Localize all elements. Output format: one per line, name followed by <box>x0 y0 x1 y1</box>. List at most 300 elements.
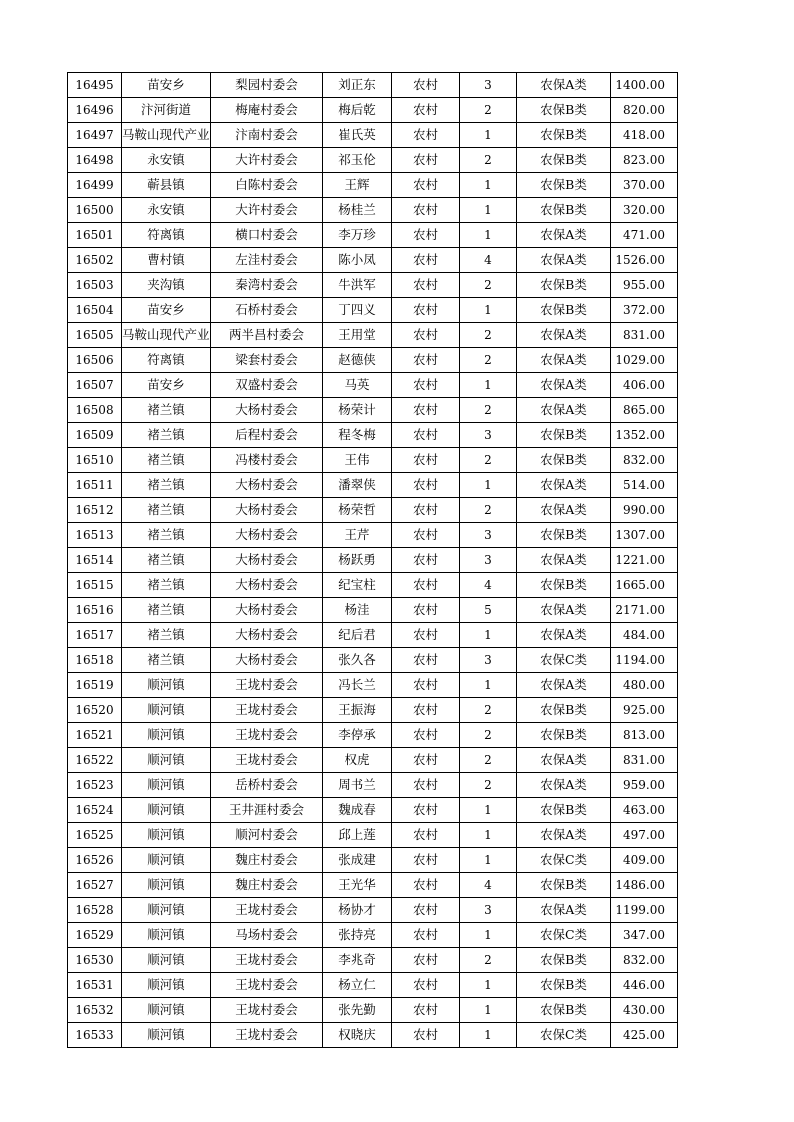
village-committee-cell: 大杨村委会 <box>211 523 323 548</box>
household-size-cell: 1 <box>460 298 517 323</box>
township-cell: 顺河镇 <box>122 848 211 873</box>
household-size-cell: 1 <box>460 998 517 1023</box>
insurance-category-cell: 农保A类 <box>517 598 611 623</box>
person-name-cell: 纪后君 <box>323 623 392 648</box>
record-id-cell: 16499 <box>68 173 122 198</box>
insurance-category-cell: 农保A类 <box>517 673 611 698</box>
household-type-cell: 农村 <box>392 523 460 548</box>
insurance-category-cell: 农保A类 <box>517 348 611 373</box>
insurance-category-cell: 农保C类 <box>517 648 611 673</box>
household-size-cell: 4 <box>460 248 517 273</box>
record-id-cell: 16512 <box>68 498 122 523</box>
record-id-cell: 16508 <box>68 398 122 423</box>
village-committee-cell: 梨园村委会 <box>211 73 323 98</box>
township-cell: 苗安乡 <box>122 373 211 398</box>
household-size-cell: 2 <box>460 323 517 348</box>
village-committee-cell: 横口村委会 <box>211 223 323 248</box>
insurance-category-cell: 农保B类 <box>517 973 611 998</box>
household-size-cell: 3 <box>460 648 517 673</box>
person-name-cell: 纪宝柱 <box>323 573 392 598</box>
amount-cell: 955.00 <box>611 273 678 298</box>
amount-cell: 347.00 <box>611 923 678 948</box>
household-size-cell: 2 <box>460 723 517 748</box>
household-size-cell: 2 <box>460 498 517 523</box>
township-cell: 马鞍山现代产业 <box>122 123 211 148</box>
township-cell: 顺河镇 <box>122 673 211 698</box>
amount-cell: 1352.00 <box>611 423 678 448</box>
table-row <box>68 273 678 298</box>
amount-cell: 832.00 <box>611 948 678 973</box>
household-size-cell: 2 <box>460 748 517 773</box>
person-name-cell: 刘正东 <box>323 73 392 98</box>
record-id-cell: 16507 <box>68 373 122 398</box>
township-cell: 夹沟镇 <box>122 273 211 298</box>
household-type-cell: 农村 <box>392 823 460 848</box>
person-name-cell: 王芹 <box>323 523 392 548</box>
household-size-cell: 2 <box>460 773 517 798</box>
record-id-cell: 16496 <box>68 98 122 123</box>
table-row <box>68 98 678 123</box>
household-size-cell: 2 <box>460 948 517 973</box>
village-committee-cell: 大杨村委会 <box>211 548 323 573</box>
record-id-cell: 16504 <box>68 298 122 323</box>
amount-cell: 831.00 <box>611 748 678 773</box>
township-cell: 顺河镇 <box>122 723 211 748</box>
household-size-cell: 1 <box>460 823 517 848</box>
village-committee-cell: 石桥村委会 <box>211 298 323 323</box>
township-cell: 永安镇 <box>122 148 211 173</box>
amount-cell: 925.00 <box>611 698 678 723</box>
household-type-cell: 农村 <box>392 1023 460 1048</box>
household-type-cell: 农村 <box>392 773 460 798</box>
village-committee-cell: 大杨村委会 <box>211 398 323 423</box>
table-row <box>68 873 678 898</box>
insurance-category-cell: 农保A类 <box>517 373 611 398</box>
person-name-cell: 祁玉伦 <box>323 148 392 173</box>
household-type-cell: 农村 <box>392 73 460 98</box>
person-name-cell: 陈小凤 <box>323 248 392 273</box>
household-size-cell: 3 <box>460 548 517 573</box>
township-cell: 顺河镇 <box>122 698 211 723</box>
table-row <box>68 823 678 848</box>
household-type-cell: 农村 <box>392 323 460 348</box>
village-committee-cell: 大许村委会 <box>211 148 323 173</box>
household-size-cell: 2 <box>460 273 517 298</box>
village-committee-cell: 大杨村委会 <box>211 648 323 673</box>
amount-cell: 446.00 <box>611 973 678 998</box>
household-type-cell: 农村 <box>392 923 460 948</box>
record-id-cell: 16506 <box>68 348 122 373</box>
village-committee-cell: 梁套村委会 <box>211 348 323 373</box>
household-size-cell: 1 <box>460 923 517 948</box>
household-size-cell: 4 <box>460 873 517 898</box>
insurance-category-cell: 农保B类 <box>517 998 611 1023</box>
amount-cell: 1665.00 <box>611 573 678 598</box>
record-id-cell: 16528 <box>68 898 122 923</box>
record-id-cell: 16503 <box>68 273 122 298</box>
record-id-cell: 16501 <box>68 223 122 248</box>
record-id-cell: 16524 <box>68 798 122 823</box>
township-cell: 褚兰镇 <box>122 473 211 498</box>
table-row <box>68 673 678 698</box>
table-row <box>68 998 678 1023</box>
household-type-cell: 农村 <box>392 973 460 998</box>
insurance-category-cell: 农保B类 <box>517 123 611 148</box>
insurance-category-cell: 农保A类 <box>517 748 611 773</box>
insurance-category-cell: 农保B类 <box>517 173 611 198</box>
record-id-cell: 16522 <box>68 748 122 773</box>
records-table <box>67 72 678 1048</box>
household-type-cell: 农村 <box>392 648 460 673</box>
person-name-cell: 王伟 <box>323 448 392 473</box>
village-committee-cell: 两半昌村委会 <box>211 323 323 348</box>
village-committee-cell: 魏庄村委会 <box>211 873 323 898</box>
table-row <box>68 798 678 823</box>
table-row <box>68 973 678 998</box>
amount-cell: 430.00 <box>611 998 678 1023</box>
village-committee-cell: 顺河村委会 <box>211 823 323 848</box>
household-size-cell: 2 <box>460 98 517 123</box>
table-row <box>68 598 678 623</box>
table-row <box>68 523 678 548</box>
table-row <box>68 73 678 98</box>
household-size-cell: 1 <box>460 223 517 248</box>
household-type-cell: 农村 <box>392 573 460 598</box>
record-id-cell: 16515 <box>68 573 122 598</box>
record-id-cell: 16533 <box>68 1023 122 1048</box>
record-id-cell: 16526 <box>68 848 122 873</box>
household-type-cell: 农村 <box>392 723 460 748</box>
household-size-cell: 5 <box>460 598 517 623</box>
person-name-cell: 杨协才 <box>323 898 392 923</box>
household-type-cell: 农村 <box>392 698 460 723</box>
village-committee-cell: 王井涯村委会 <box>211 798 323 823</box>
household-type-cell: 农村 <box>392 273 460 298</box>
table-row <box>68 298 678 323</box>
village-committee-cell: 王垅村委会 <box>211 673 323 698</box>
person-name-cell: 周书兰 <box>323 773 392 798</box>
township-cell: 褚兰镇 <box>122 523 211 548</box>
insurance-category-cell: 农保B类 <box>517 448 611 473</box>
village-committee-cell: 马场村委会 <box>211 923 323 948</box>
household-size-cell: 2 <box>460 698 517 723</box>
township-cell: 褚兰镇 <box>122 548 211 573</box>
township-cell: 顺河镇 <box>122 898 211 923</box>
record-id-cell: 16500 <box>68 198 122 223</box>
table-row <box>68 623 678 648</box>
person-name-cell: 王光华 <box>323 873 392 898</box>
table-row <box>68 698 678 723</box>
household-size-cell: 1 <box>460 198 517 223</box>
record-id-cell: 16530 <box>68 948 122 973</box>
household-size-cell: 1 <box>460 123 517 148</box>
amount-cell: 425.00 <box>611 1023 678 1048</box>
amount-cell: 2171.00 <box>611 598 678 623</box>
household-size-cell: 3 <box>460 73 517 98</box>
village-committee-cell: 白陈村委会 <box>211 173 323 198</box>
household-type-cell: 农村 <box>392 148 460 173</box>
insurance-category-cell: 农保A类 <box>517 323 611 348</box>
record-id-cell: 16529 <box>68 923 122 948</box>
record-id-cell: 16523 <box>68 773 122 798</box>
insurance-category-cell: 农保A类 <box>517 548 611 573</box>
insurance-category-cell: 农保A类 <box>517 473 611 498</box>
insurance-category-cell: 农保A类 <box>517 898 611 923</box>
amount-cell: 820.00 <box>611 98 678 123</box>
record-id-cell: 16510 <box>68 448 122 473</box>
person-name-cell: 李万珍 <box>323 223 392 248</box>
table-body <box>68 73 678 1048</box>
amount-cell: 813.00 <box>611 723 678 748</box>
insurance-category-cell: 农保C类 <box>517 848 611 873</box>
insurance-category-cell: 农保A类 <box>517 248 611 273</box>
table-row <box>68 648 678 673</box>
amount-cell: 1221.00 <box>611 548 678 573</box>
household-type-cell: 农村 <box>392 548 460 573</box>
township-cell: 顺河镇 <box>122 948 211 973</box>
household-size-cell: 1 <box>460 623 517 648</box>
village-committee-cell: 双盛村委会 <box>211 373 323 398</box>
person-name-cell: 邱上莲 <box>323 823 392 848</box>
record-id-cell: 16502 <box>68 248 122 273</box>
household-size-cell: 3 <box>460 423 517 448</box>
table-row <box>68 148 678 173</box>
person-name-cell: 牛洪军 <box>323 273 392 298</box>
township-cell: 顺河镇 <box>122 973 211 998</box>
table-row <box>68 723 678 748</box>
village-committee-cell: 王垅村委会 <box>211 948 323 973</box>
township-cell: 曹村镇 <box>122 248 211 273</box>
village-committee-cell: 大杨村委会 <box>211 498 323 523</box>
township-cell: 永安镇 <box>122 198 211 223</box>
table-row <box>68 473 678 498</box>
insurance-category-cell: 农保A类 <box>517 73 611 98</box>
insurance-category-cell: 农保A类 <box>517 623 611 648</box>
amount-cell: 1199.00 <box>611 898 678 923</box>
household-size-cell: 1 <box>460 373 517 398</box>
household-size-cell: 4 <box>460 573 517 598</box>
record-id-cell: 16532 <box>68 998 122 1023</box>
township-cell: 符离镇 <box>122 348 211 373</box>
household-size-cell: 1 <box>460 1023 517 1048</box>
amount-cell: 497.00 <box>611 823 678 848</box>
household-type-cell: 农村 <box>392 498 460 523</box>
township-cell: 顺河镇 <box>122 823 211 848</box>
record-id-cell: 16525 <box>68 823 122 848</box>
person-name-cell: 杨桂兰 <box>323 198 392 223</box>
household-type-cell: 农村 <box>392 473 460 498</box>
amount-cell: 865.00 <box>611 398 678 423</box>
amount-cell: 990.00 <box>611 498 678 523</box>
person-name-cell: 潘翠侠 <box>323 473 392 498</box>
record-id-cell: 16511 <box>68 473 122 498</box>
township-cell: 褚兰镇 <box>122 498 211 523</box>
village-committee-cell: 大杨村委会 <box>211 573 323 598</box>
household-type-cell: 农村 <box>392 373 460 398</box>
village-committee-cell: 大杨村委会 <box>211 598 323 623</box>
table-row <box>68 548 678 573</box>
township-cell: 顺河镇 <box>122 1023 211 1048</box>
table-row <box>68 748 678 773</box>
insurance-category-cell: 农保B类 <box>517 198 611 223</box>
person-name-cell: 杨立仁 <box>323 973 392 998</box>
table-row <box>68 773 678 798</box>
amount-cell: 1029.00 <box>611 348 678 373</box>
person-name-cell: 丁四义 <box>323 298 392 323</box>
record-id-cell: 16516 <box>68 598 122 623</box>
record-id-cell: 16527 <box>68 873 122 898</box>
township-cell: 顺河镇 <box>122 923 211 948</box>
household-type-cell: 农村 <box>392 998 460 1023</box>
amount-cell: 484.00 <box>611 623 678 648</box>
amount-cell: 370.00 <box>611 173 678 198</box>
amount-cell: 463.00 <box>611 798 678 823</box>
record-id-cell: 16497 <box>68 123 122 148</box>
township-cell: 顺河镇 <box>122 773 211 798</box>
township-cell: 顺河镇 <box>122 798 211 823</box>
household-type-cell: 农村 <box>392 298 460 323</box>
village-committee-cell: 魏庄村委会 <box>211 848 323 873</box>
township-cell: 褚兰镇 <box>122 398 211 423</box>
household-type-cell: 农村 <box>392 448 460 473</box>
household-size-cell: 2 <box>460 398 517 423</box>
amount-cell: 514.00 <box>611 473 678 498</box>
insurance-category-cell: 农保C类 <box>517 1023 611 1048</box>
household-type-cell: 农村 <box>392 398 460 423</box>
amount-cell: 480.00 <box>611 673 678 698</box>
village-committee-cell: 后程村委会 <box>211 423 323 448</box>
insurance-category-cell: 农保A类 <box>517 398 611 423</box>
insurance-category-cell: 农保B类 <box>517 523 611 548</box>
record-id-cell: 16513 <box>68 523 122 548</box>
person-name-cell: 程冬梅 <box>323 423 392 448</box>
household-type-cell: 农村 <box>392 248 460 273</box>
table-row <box>68 1023 678 1048</box>
table-row <box>68 948 678 973</box>
household-type-cell: 农村 <box>392 848 460 873</box>
household-type-cell: 农村 <box>392 423 460 448</box>
village-committee-cell: 王垅村委会 <box>211 973 323 998</box>
person-name-cell: 梅后乾 <box>323 98 392 123</box>
table-row <box>68 173 678 198</box>
household-type-cell: 农村 <box>392 123 460 148</box>
person-name-cell: 王用堂 <box>323 323 392 348</box>
household-type-cell: 农村 <box>392 748 460 773</box>
amount-cell: 1526.00 <box>611 248 678 273</box>
amount-cell: 823.00 <box>611 148 678 173</box>
household-size-cell: 2 <box>460 148 517 173</box>
township-cell: 苗安乡 <box>122 298 211 323</box>
person-name-cell: 马英 <box>323 373 392 398</box>
household-type-cell: 农村 <box>392 798 460 823</box>
amount-cell: 831.00 <box>611 323 678 348</box>
table-row <box>68 448 678 473</box>
insurance-category-cell: 农保A类 <box>517 223 611 248</box>
insurance-category-cell: 农保A类 <box>517 498 611 523</box>
table-row <box>68 398 678 423</box>
village-committee-cell: 梅庵村委会 <box>211 98 323 123</box>
township-cell: 褚兰镇 <box>122 623 211 648</box>
person-name-cell: 张成建 <box>323 848 392 873</box>
person-name-cell: 杨跃勇 <box>323 548 392 573</box>
village-committee-cell: 左洼村委会 <box>211 248 323 273</box>
person-name-cell: 崔氏英 <box>323 123 392 148</box>
household-size-cell: 1 <box>460 473 517 498</box>
household-type-cell: 农村 <box>392 198 460 223</box>
household-size-cell: 2 <box>460 448 517 473</box>
insurance-category-cell: 农保B类 <box>517 423 611 448</box>
table-row <box>68 198 678 223</box>
table-row <box>68 573 678 598</box>
amount-cell: 320.00 <box>611 198 678 223</box>
table-row <box>68 923 678 948</box>
village-committee-cell: 王垅村委会 <box>211 898 323 923</box>
insurance-category-cell: 农保B类 <box>517 948 611 973</box>
township-cell: 褚兰镇 <box>122 423 211 448</box>
village-committee-cell: 大许村委会 <box>211 198 323 223</box>
table-row <box>68 373 678 398</box>
household-size-cell: 1 <box>460 673 517 698</box>
village-committee-cell: 王垅村委会 <box>211 698 323 723</box>
record-id-cell: 16505 <box>68 323 122 348</box>
person-name-cell: 冯长兰 <box>323 673 392 698</box>
record-id-cell: 16509 <box>68 423 122 448</box>
person-name-cell: 权晓庆 <box>323 1023 392 1048</box>
person-name-cell: 赵德侠 <box>323 348 392 373</box>
village-committee-cell: 秦湾村委会 <box>211 273 323 298</box>
township-cell: 汴河街道 <box>122 98 211 123</box>
household-type-cell: 农村 <box>392 223 460 248</box>
village-committee-cell: 汴南村委会 <box>211 123 323 148</box>
insurance-category-cell: 农保B类 <box>517 723 611 748</box>
township-cell: 符离镇 <box>122 223 211 248</box>
amount-cell: 959.00 <box>611 773 678 798</box>
household-type-cell: 农村 <box>392 173 460 198</box>
insurance-category-cell: 农保B类 <box>517 273 611 298</box>
household-type-cell: 农村 <box>392 598 460 623</box>
person-name-cell: 王辉 <box>323 173 392 198</box>
person-name-cell: 王振海 <box>323 698 392 723</box>
township-cell: 褚兰镇 <box>122 598 211 623</box>
amount-cell: 1486.00 <box>611 873 678 898</box>
household-size-cell: 1 <box>460 973 517 998</box>
table-row <box>68 848 678 873</box>
household-size-cell: 1 <box>460 848 517 873</box>
village-committee-cell: 大杨村委会 <box>211 473 323 498</box>
household-size-cell: 2 <box>460 348 517 373</box>
table-row <box>68 223 678 248</box>
amount-cell: 372.00 <box>611 298 678 323</box>
township-cell: 顺河镇 <box>122 873 211 898</box>
insurance-category-cell: 农保A类 <box>517 823 611 848</box>
amount-cell: 832.00 <box>611 448 678 473</box>
village-committee-cell: 王垅村委会 <box>211 998 323 1023</box>
person-name-cell: 张持亮 <box>323 923 392 948</box>
amount-cell: 1400.00 <box>611 73 678 98</box>
household-type-cell: 农村 <box>392 98 460 123</box>
table-row <box>68 498 678 523</box>
person-name-cell: 李停承 <box>323 723 392 748</box>
record-id-cell: 16498 <box>68 148 122 173</box>
insurance-category-cell: 农保B类 <box>517 873 611 898</box>
amount-cell: 471.00 <box>611 223 678 248</box>
household-type-cell: 农村 <box>392 948 460 973</box>
amount-cell: 418.00 <box>611 123 678 148</box>
person-name-cell: 杨荣计 <box>323 398 392 423</box>
insurance-category-cell: 农保B类 <box>517 573 611 598</box>
amount-cell: 1194.00 <box>611 648 678 673</box>
village-committee-cell: 王垅村委会 <box>211 723 323 748</box>
